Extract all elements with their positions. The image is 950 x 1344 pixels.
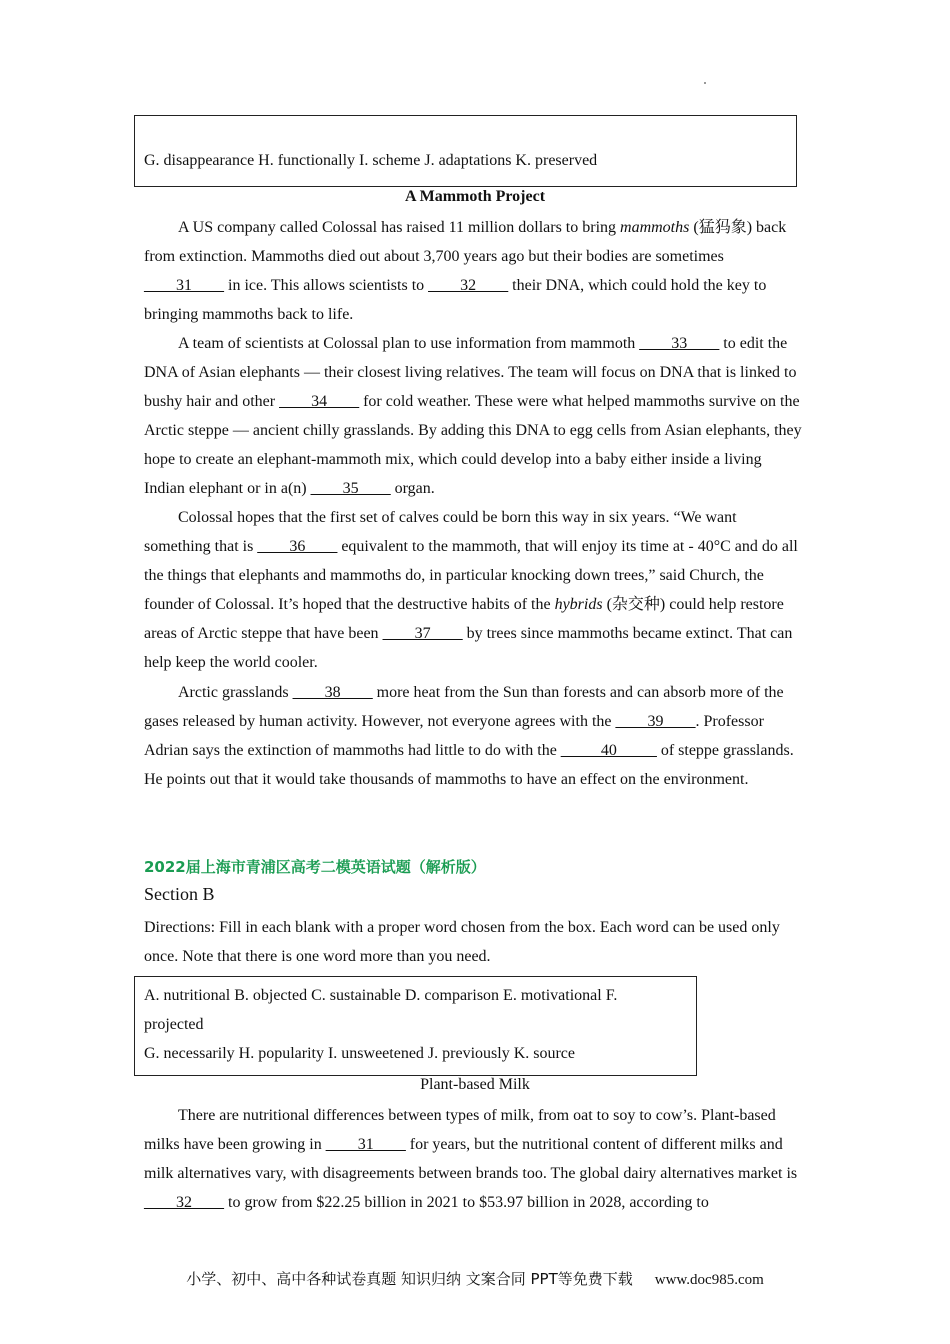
article-1-paragraph-1: A US company called Colossal has raised 11 million dollars to bring mammoths (猛犸象) back from extinction. Mammoths died out about 3,700 years ago but their bodies are sometimes ____31____ in ice. This allows scientists to ____32____ their DNA, which could hold the key to bringing mammoths back to life. (144, 219, 787, 323)
blank-36[interactable]: ____36____ (257, 538, 338, 555)
word-box-1 (134, 115, 797, 187)
blank-40[interactable]: _____40_____ (560, 742, 657, 759)
term-mammoths: mammoths (620, 219, 690, 236)
word-box-2-options (144, 981, 674, 1068)
blank-37[interactable]: ____37____ (382, 625, 463, 642)
footer-text: 小学、初中、高中各种试卷真题 知识归纳 文案合同 PPT等免费下载 (186, 1270, 633, 1288)
blank-35[interactable]: ____35____ (310, 480, 391, 497)
word-box-1-options: G. disappearance H. functionally I. scheme J. adaptations K. preserved (144, 152, 598, 169)
article-1-paragraph-2: A team of scientists at Colossal plan to use information from mammoth ____33____ to edit the DNA of Asian elephants — their closest living relatives. The team will focus on DNA that is linked to bushy hair and other ____34____ for cold weather. These were what helped mammoths survive on the Arctic steppe — ancient chilly grasslands. By adding this DNA to egg cells from Asian elephants, they hope to create an elephant-mammoth mix, which could develop into a baby either inside a living Indian elephant or in a(n) ____35____ organ. (144, 335, 802, 497)
article-2-title: Plant-based Milk (420, 1076, 530, 1093)
directions: Directions: Fill in each blank with a proper word chosen from the box. Each word can be used only once. Note that there is one word more than you need. (144, 919, 780, 965)
term-hybrids: hybrids (554, 596, 603, 613)
word-box-2-line-2: G. necessarily H. popularity I. unsweetened J. previously K. source (144, 1045, 575, 1062)
article-1-paragraph-4: Arctic grasslands ____38____ more heat from the Sun than forests and can absorb more of the gases released by human activity. However, not everyone agrees with the ____39____. Professor Adrian says the extinction of mammoths had little to do with the _____40_____ of steppe grasslands. He points out that it would take thousands of mammoths to have an effect on the environment. (144, 684, 794, 788)
blank-39[interactable]: ____39____ (615, 713, 696, 730)
word-box-2 (134, 976, 697, 1076)
blank-31[interactable]: ____31____ (144, 277, 224, 294)
source-title: 2022届上海市青浦区高考二模英语试题（解析版） (144, 858, 486, 876)
blank-32[interactable]: ____32____ (144, 1194, 224, 1211)
blank-38[interactable]: ____38____ (292, 684, 373, 701)
blank-32[interactable]: ____32____ (428, 277, 509, 294)
blank-33[interactable]: ____33____ (639, 335, 720, 352)
blank-34[interactable]: ____34____ (279, 393, 360, 410)
article-1-paragraph-3: Colossal hopes that the first set of calves could be born this way in six years. “We want something that is ____36____ equivalent to the mammoth, that will enjoy its time at - 40°C and do all the things that elephants and mammoths do, in particular knocking down trees,” said Church, the founder of Colossal. It’s hoped that the destructive habits of the hybrids (杂交种) could help restore areas of Arctic steppe that have been ____37____ by trees since mammoths became extinct. That can help keep the world cooler. (144, 509, 798, 671)
footer-url[interactable]: www.doc985.com (654, 1272, 764, 1288)
blank-31[interactable]: ____31____ (325, 1136, 406, 1153)
article-2-paragraph-1: There are nutritional differences between types of milk, from oat to soy to cow’s. Plant-based milks have been growing in ____31____ for years, but the nutritional content of different milks and milk alternatives vary, with disagreements between brands too. The global dairy alternatives market is ____32____ to grow from $22.25 billion in 2021 to $53.97 billion in 2028, according to (144, 1107, 798, 1211)
footer (0, 1268, 950, 1289)
section-label: Section B (144, 884, 215, 904)
word-box-2-line-1: A. nutritional B. objected C. sustainable D. comparison E. motivational F. projected (144, 987, 618, 1033)
scan-dot (704, 82, 706, 84)
article-1-title: A Mammoth Project (404, 188, 546, 205)
